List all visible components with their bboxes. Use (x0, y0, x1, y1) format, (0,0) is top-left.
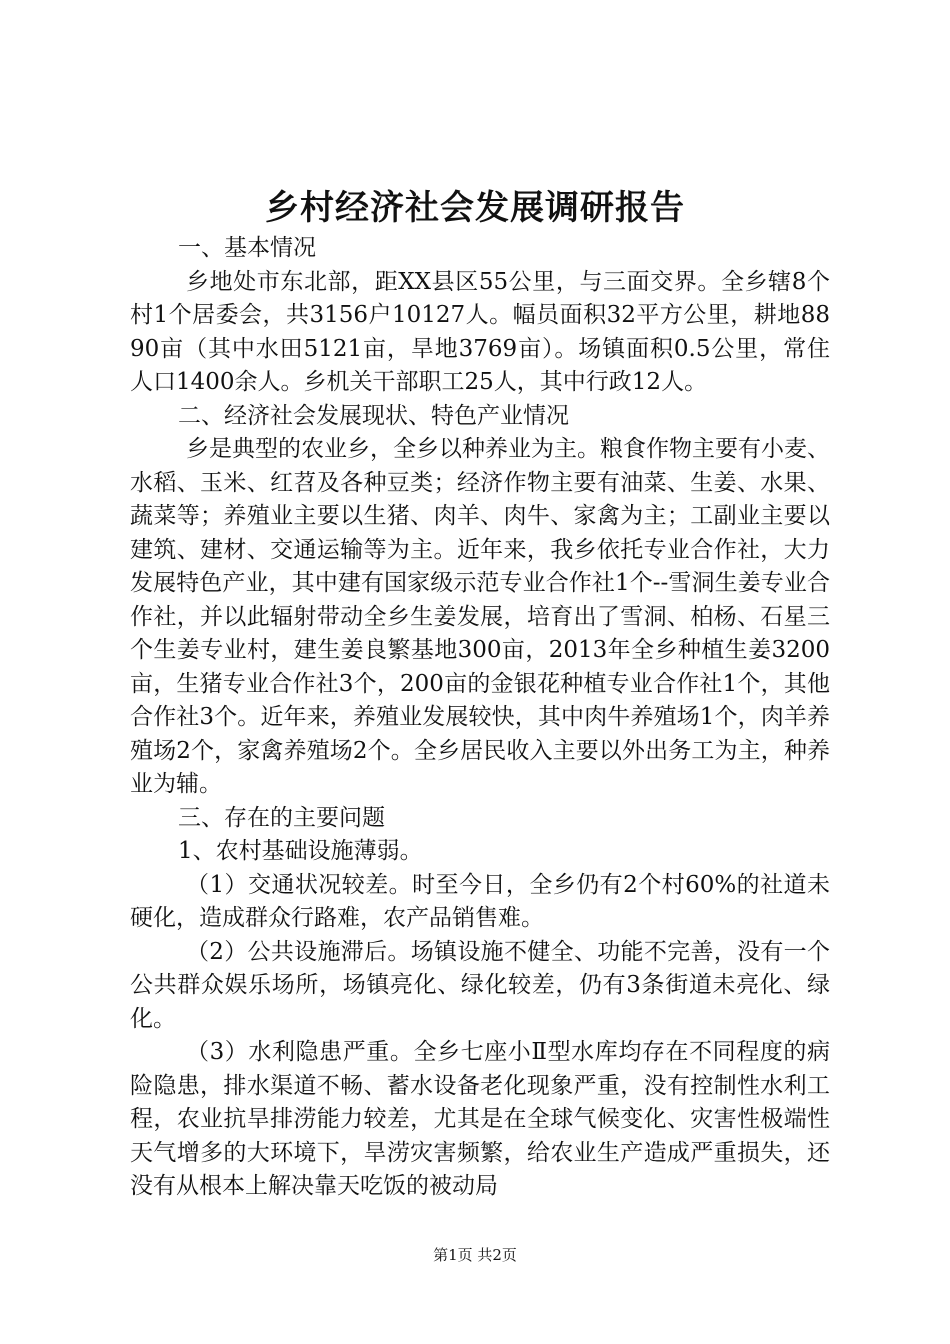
paragraph-transport: （1）交通状况较差。时至今日，全乡仍有2个村60%的社道未硬化，造成群众行路难，农产品销售难。 (130, 871, 830, 931)
paragraph-basic-info: 乡地处市东北部，距XX县区55公里，与三面交界。全乡辖8个村1个居委会，共3156户10127人。幅员面积32平方公里，耕地8890亩（其中水田5121亩，旱地3769亩）。场镇面积0.5公里，常住人口1400余人。乡机关干部职工25人，其中行政12人。 (130, 268, 830, 395)
page-footer: 第1页 共2页 (433, 1246, 517, 1264)
subheading-infrastructure: 1、农村基础设施薄弱。 (178, 838, 423, 864)
document-title: 乡村经济社会发展调研报告 (265, 188, 685, 228)
section-heading-main-problems: 三、存在的主要问题 (178, 804, 385, 831)
section-heading-basic-info: 一、基本情况 (178, 235, 316, 261)
paragraph-water-conservancy: （3）水利隐患严重。全乡七座小Ⅱ型水库均存在不同程度的病险隐患，排水渠道不畅、蓄水设备老化现象严重，没有控制性水利工程，农业抗旱排涝能力较差，尤其是在全球气候变化、灾害性极端性天气增多的大环境下，旱涝灾害频繁，给农业生产造成严重损失，还没有从根本上解决靠天吃饭的被动局 (130, 1039, 830, 1199)
section-heading-economic-status: 二、经济社会发展现状、特色产业情况 (178, 402, 569, 429)
document-body (130, 232, 830, 1204)
paragraph-economic-status: 乡是典型的农业乡，全乡以种养业为主。粮食作物主要有小麦、水稻、玉米、红苕及各种豆类；经济作物主要有油菜、生姜、水果、蔬菜等；养殖业主要以生猪、肉羊、肉牛、家禽为主；工副业主要以建筑、建材、交通运输等为主。近年来，我乡依托专业合作社，大力发展特色产业，其中建有国家级示范专业合作社1个--雪洞生姜专业合作社，并以此辐射带动全乡生姜发展，培育出了雪洞、柏杨、石星三个生姜专业村，建生姜良繁基地300亩，2013年全乡种植生姜3200亩，生猪专业合作社3个，200亩的金银花种植专业合作社1个，其他合作社3个。近年来，养殖业发展较快，其中肉牛养殖场1个，肉羊养殖场2个，家禽养殖场2个。全乡居民收入主要以外出务工为主，种养业为辅。 (130, 436, 830, 797)
paragraph-public-facilities: （2）公共设施滞后。场镇设施不健全、功能不完善，没有一个公共群众娱乐场所，场镇亮化、绿化较差，仍有3条街道未亮化、绿化。 (130, 938, 830, 1032)
